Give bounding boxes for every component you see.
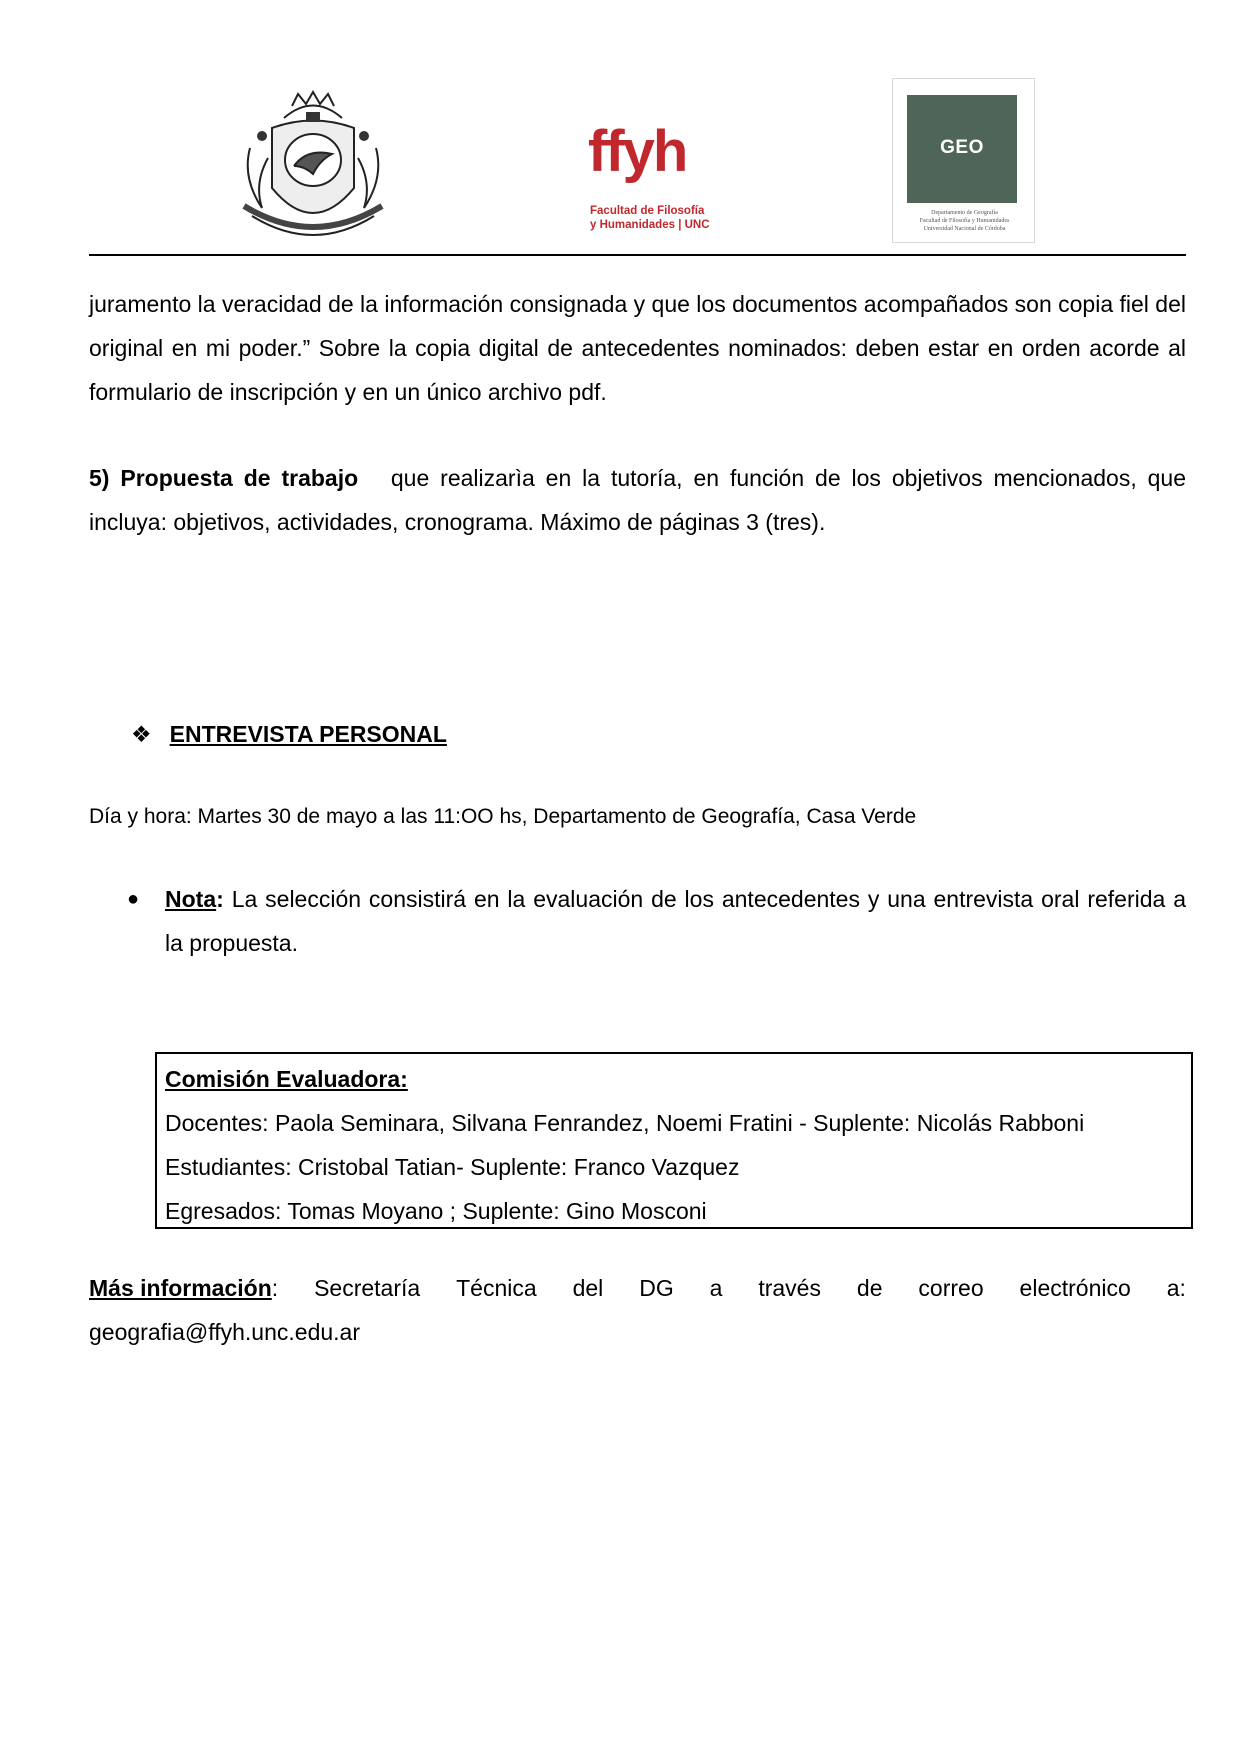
more-info-word-9: electrónico: [1019, 1275, 1131, 1301]
more-info-word-0: :: [271, 1275, 279, 1301]
committee-egresados: Egresados: Tomas Moyano ; Suplente: Gino Mosconi: [165, 1198, 707, 1224]
geo-logo-subtitle-3: Universidad Nacional de Córdoba: [923, 226, 1006, 232]
more-info-word-2: Técnica: [456, 1275, 537, 1301]
geo-logo-mark: GEO: [940, 137, 984, 158]
ffyh-logo-line-2: y Humanidades | UNC: [590, 219, 710, 231]
bullet-icon: ●: [127, 888, 140, 910]
committee-title: Comisión Evaluadora:: [165, 1066, 408, 1092]
more-info-label: Más información: [89, 1275, 272, 1301]
ffyh-logo-line-1: Facultad de Filosofía: [590, 205, 705, 217]
section-title: ENTREVISTA PERSONAL: [169, 721, 447, 747]
work-proposal-paragraph: [89, 456, 1186, 544]
note-label: Nota: [165, 886, 217, 912]
document-body: [89, 282, 1186, 544]
oath-paragraph: juramento la veracidad de la información consignada y que los documentos acompañados son copia fiel del original en mi poder.” Sobre la copia digital de antecedentes nominados: deben estar en orden acorde al formulario de inscripción y en un único archivo pdf.: [89, 291, 1187, 405]
note-text-block: [165, 877, 1186, 965]
contact-email[interactable]: geografia@ffyh.unc.edu.ar: [89, 1319, 360, 1345]
more-info-word-1: Secretaría: [314, 1275, 421, 1301]
work-proposal-label: 5) Propuesta de trabajo: [89, 465, 359, 491]
more-info-word-10: a:: [1166, 1275, 1186, 1301]
more-info-word-5: a: [709, 1275, 723, 1301]
interview-section-heading: [131, 712, 447, 756]
geo-logo-subtitle-2: Facultad de Filosofía y Humanidades: [919, 218, 1010, 224]
geo-logo-subtitle-1: Departamento de Geografía: [931, 210, 998, 216]
committee-estudiantes: Estudiantes: Cristobal Tatian- Suplente: Franco Vazquez: [165, 1154, 740, 1180]
note-text: La selección consistirá en la evaluación de los antecedentes y una entrevista oral referida a la propuesta.: [165, 886, 1187, 956]
page-header: [0, 0, 1242, 250]
geo-logo-square: [907, 95, 1017, 203]
work-proposal-text: que realizarìa en la tutoría, en función de los objetivos mencionados, que incluya: objetivos, actividades, cronograma. Máximo de páginas 3 (tres).: [89, 465, 1186, 535]
more-information: [89, 1266, 1186, 1354]
interview-datetime: Día y hora: Martes 30 de mayo a las 11:OO hs, Departamento de Geografía, Casa Verde: [89, 805, 917, 828]
note-item: [127, 877, 1186, 965]
more-info-line: [89, 1266, 1186, 1310]
committee-docentes: Docentes: Paola Seminara, Silvana Fenrandez, Noemi Fratini - Suplente: Nicolás Rabboni: [165, 1110, 1085, 1136]
university-coat-of-arms-icon: [232, 88, 394, 243]
more-info-word-4: DG: [639, 1275, 674, 1301]
evaluation-committee-box: [155, 1052, 1193, 1229]
ffyh-logo: [576, 95, 726, 245]
diamond-bullet-icon: ❖: [131, 721, 152, 747]
more-info-word-8: correo: [918, 1275, 984, 1301]
more-info-word-7: de: [856, 1275, 883, 1301]
header-divider: [89, 254, 1186, 256]
ffyh-logo-mark: ffyh: [588, 119, 687, 184]
more-info-lead: [89, 1266, 278, 1310]
more-info-word-3: del: [572, 1275, 604, 1301]
geo-department-logo: [892, 78, 1035, 243]
note-colon: :: [216, 886, 224, 912]
more-info-word-6: través: [758, 1275, 821, 1301]
